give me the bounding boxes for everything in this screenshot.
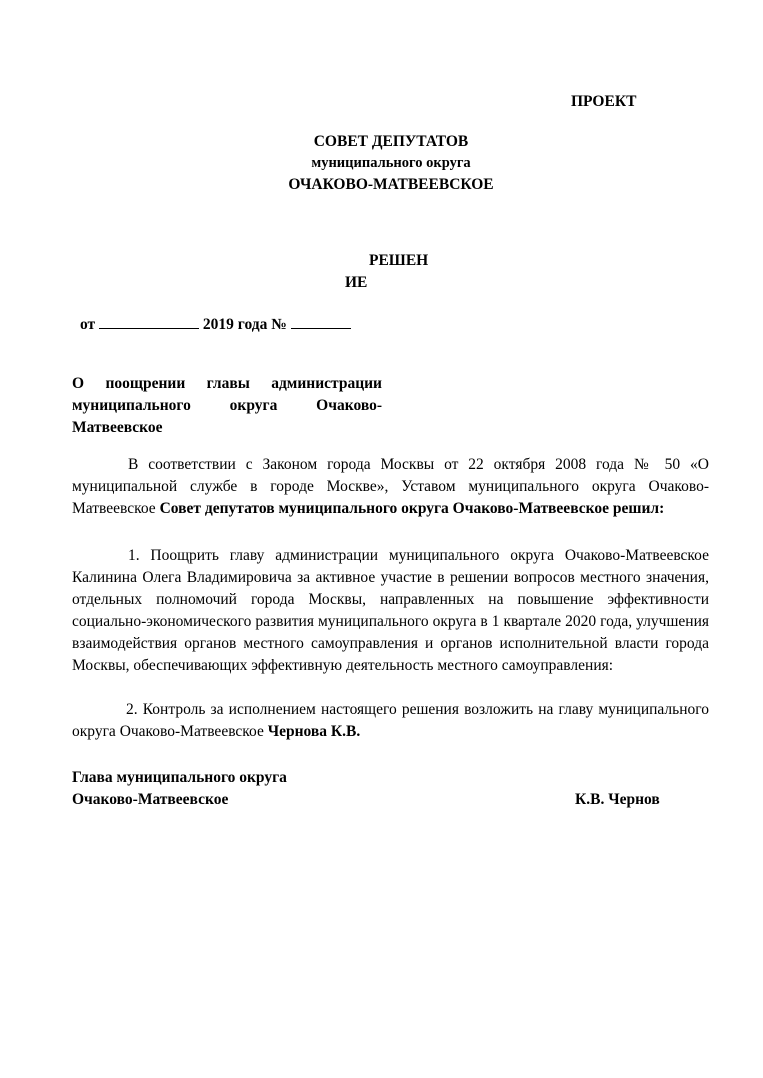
council-title: СОВЕТ ДЕПУТАТОВ <box>313 133 469 150</box>
signature-name: К.В. Чернов <box>575 791 660 808</box>
council-subtitle: муниципального округа <box>311 155 471 171</box>
preamble-paragraph <box>72 454 709 520</box>
date-prefix: от <box>80 316 96 333</box>
signature-title <box>72 767 287 811</box>
decision-subject <box>72 373 382 439</box>
decision-title-part2: ИЕ <box>345 274 368 291</box>
signature-title-line: Глава муниципального округа <box>72 769 287 786</box>
project-label: ПРОЕКТ <box>571 93 637 110</box>
preamble-text: В соответствии с Законом города Москвы от 22 октября 2008 года № 50 «О муниципальной службе в городе Москве», Уставом муниципального округа Очаково-Матвеевское <box>72 456 709 517</box>
signature-title-line: Очаково-Матвеевское <box>72 791 229 808</box>
preamble-resolution: Совет депутатов муниципального округа Очаково-Матвеевское решил: <box>159 500 665 517</box>
decision-item-1: 1. Поощрить главу администрации муниципального округа Очаково-Матвеевское Калинина Олега Владимировича за активное участие в решении вопросов местного значения, отдельных полномочий города Москвы, направленных на повышение эффективности социально-экономического развития муниципального округа в 1 квартале 2020 года, улучшения взаимодействия органов местного самоуправления и органов исполнительной власти города Москвы, обеспечивающих эффективную деятельность местного самоуправления: <box>72 547 709 674</box>
number-blank <box>291 314 351 329</box>
decision-title-part1: РЕШЕН <box>369 252 429 269</box>
decision-date-line <box>80 314 351 336</box>
council-header <box>0 130 763 196</box>
date-year: 2019 года № <box>202 316 287 333</box>
item2-text: 2. Контроль за исполнением настоящего решения возложить на главу муниципального округа Очаково-Матвеевское <box>72 701 709 740</box>
subject-line: О поощрении главы администрации <box>72 375 382 392</box>
decision-item-2 <box>72 699 709 743</box>
subject-line: Матвеевское <box>72 419 163 436</box>
date-blank <box>99 314 199 329</box>
subject-line: муниципального округа Очаково- <box>72 397 382 414</box>
item2-responsible: Чернова К.В. <box>267 723 361 740</box>
district-name: ОЧАКОВО-МАТВЕЕВСКОЕ <box>288 176 494 193</box>
